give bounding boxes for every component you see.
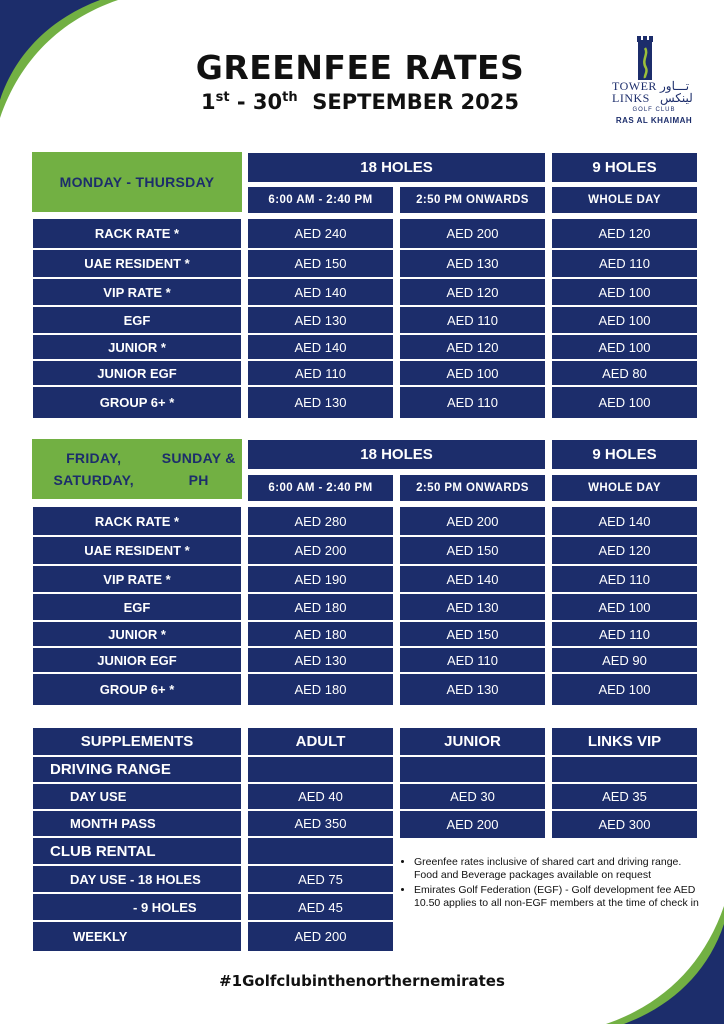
weekday-morning-price: AED 150 — [247, 249, 394, 278]
weekday-afternoon-price: AED 200 — [399, 218, 546, 249]
logo-text-ar: تـــاور لينكس — [660, 79, 693, 105]
weekend-9-holes-price: AED 100 — [551, 673, 698, 706]
weekend-morning-price: AED 190 — [247, 565, 394, 593]
weekday-row-label: EGF — [32, 306, 242, 334]
weekday-9-holes-price: AED 100 — [551, 306, 698, 334]
weekend-day-label: FRIDAY, SATURDAY, SUNDAY & PH — [32, 439, 242, 499]
weekday-9-holes-price: AED 100 — [551, 278, 698, 306]
weekday-slot-afternoon: 2:50 PM ONWARDS — [399, 186, 546, 214]
weekday-afternoon-price: AED 110 — [399, 386, 546, 419]
weekend-slot-whole-day: WHOLE DAY — [551, 474, 698, 502]
note-item: • Emirates Golf Federation (EGF) - Golf development fee AED 10.50 applies to all non-EGF members at the time of check in — [414, 884, 705, 910]
day-use-9-holes-label: - 9 HOLES — [32, 893, 242, 921]
weekend-morning-price: AED 180 — [247, 621, 394, 647]
weekly-label: WEEKLY — [32, 921, 242, 952]
supplements-adult-header: ADULT — [247, 727, 394, 756]
weekday-row-label: JUNIOR * — [32, 334, 242, 360]
weekday-row-label: UAE RESIDENT * — [32, 249, 242, 278]
weekend-morning-price: AED 130 — [247, 647, 394, 673]
weekend-18-holes-header: 18 HOLES — [247, 439, 546, 470]
weekday-9-holes-price: AED 110 — [551, 249, 698, 278]
weekday-18-holes-header: 18 HOLES — [247, 152, 546, 183]
weekend-afternoon-price: AED 150 — [399, 536, 546, 565]
weekday-afternoon-price: AED 110 — [399, 306, 546, 334]
month-pass-vip-price: AED 300 — [551, 810, 698, 839]
weekend-afternoon-price: AED 150 — [399, 621, 546, 647]
weekday-slot-morning: 6:00 AM - 2:40 PM — [247, 186, 394, 214]
day-use-18-holes-label: DAY USE - 18 HOLES — [32, 865, 242, 893]
weekday-9-holes-price: AED 80 — [551, 360, 698, 386]
weekday-morning-price: AED 140 — [247, 278, 394, 306]
weekend-row-label: GROUP 6+ * — [32, 673, 242, 706]
day-use-vip-price: AED 35 — [551, 783, 698, 810]
weekend-morning-price: AED 200 — [247, 536, 394, 565]
logo-text-en: TOWER LINKS — [612, 79, 657, 105]
month-pass-label: MONTH PASS — [32, 810, 242, 837]
weekend-row-label: UAE RESIDENT * — [32, 536, 242, 565]
weekday-morning-price: AED 240 — [247, 218, 394, 249]
driving-range-day-use-label: DAY USE — [32, 783, 242, 810]
weekend-afternoon-price: AED 130 — [399, 673, 546, 706]
weekend-row-label: RACK RATE * — [32, 506, 242, 536]
weekend-afternoon-price: AED 130 — [399, 593, 546, 621]
supplements-vip-header: LINKS VIP — [551, 727, 698, 756]
weekday-morning-price: AED 130 — [247, 386, 394, 419]
weekly-adult-price: AED 200 — [247, 921, 394, 952]
hashtag: #1Golfclubinthenorthernemirates — [219, 972, 505, 990]
date-range: 1st - 30th SEPTEMBER 2025 — [201, 90, 519, 114]
month-pass-adult-price: AED 350 — [247, 810, 394, 837]
club-rental-label: CLUB RENTAL — [32, 837, 242, 865]
note-item: • Greenfee rates inclusive of shared cart and driving range. Food and Beverage packages available on request — [414, 856, 705, 882]
weekday-slot-whole-day: WHOLE DAY — [551, 186, 698, 214]
weekend-9-holes-price: AED 110 — [551, 565, 698, 593]
weekend-morning-price: AED 180 — [247, 673, 394, 706]
weekday-row-label: VIP RATE * — [32, 278, 242, 306]
logo-location: RAS AL KHAIMAH — [615, 116, 693, 125]
weekend-9-holes-price: AED 120 — [551, 536, 698, 565]
logo-golf-club: GOLF CLUB — [632, 107, 676, 113]
weekday-9-holes-price: AED 100 — [551, 386, 698, 419]
weekend-slot-morning: 6:00 AM - 2:40 PM — [247, 474, 394, 502]
weekend-row-label: VIP RATE * — [32, 565, 242, 593]
weekday-afternoon-price: AED 120 — [399, 278, 546, 306]
weekday-afternoon-price: AED 130 — [399, 249, 546, 278]
weekday-morning-price: AED 140 — [247, 334, 394, 360]
weekend-9-holes-price: AED 90 — [551, 647, 698, 673]
club-rental-adult-blank — [247, 837, 394, 865]
bottom-right-swoosh — [594, 894, 724, 1024]
tower-icon — [634, 34, 656, 80]
weekday-day-label: MONDAY - THURSDAY — [32, 152, 242, 212]
weekend-afternoon-price: AED 110 — [399, 647, 546, 673]
top-left-swoosh — [0, 0, 130, 130]
weekend-morning-price: AED 280 — [247, 506, 394, 536]
weekend-row-label: JUNIOR * — [32, 621, 242, 647]
weekend-afternoon-price: AED 200 — [399, 506, 546, 536]
weekend-9-holes-price: AED 140 — [551, 506, 698, 536]
weekend-row-label: EGF — [32, 593, 242, 621]
vip-blank — [551, 756, 698, 783]
page-title: GREENFEE RATES — [195, 48, 525, 87]
day-use-9-holes-adult-price: AED 45 — [247, 893, 394, 921]
adult-blank — [247, 756, 394, 783]
weekday-row-label: GROUP 6+ * — [32, 386, 242, 419]
weekday-morning-price: AED 130 — [247, 306, 394, 334]
weekend-morning-price: AED 180 — [247, 593, 394, 621]
day-use-adult-price: AED 40 — [247, 783, 394, 810]
day-use-junior-price: AED 30 — [399, 783, 546, 810]
weekend-9-holes-header: 9 HOLES — [551, 439, 698, 470]
junior-blank — [399, 756, 546, 783]
weekday-9-holes-header: 9 HOLES — [551, 152, 698, 183]
weekday-9-holes-price: AED 120 — [551, 218, 698, 249]
month-pass-junior-price: AED 200 — [399, 810, 546, 839]
day-use-18-holes-adult-price: AED 75 — [247, 865, 394, 893]
weekday-9-holes-price: AED 100 — [551, 334, 698, 360]
notes-list — [400, 856, 705, 912]
weekend-9-holes-price: AED 110 — [551, 621, 698, 647]
supplements-header: SUPPLEMENTS — [32, 727, 242, 756]
weekend-9-holes-price: AED 100 — [551, 593, 698, 621]
weekday-row-label: JUNIOR EGF — [32, 360, 242, 386]
driving-range-label: DRIVING RANGE — [32, 756, 242, 783]
weekend-row-label: JUNIOR EGF — [32, 647, 242, 673]
weekday-afternoon-price: AED 120 — [399, 334, 546, 360]
weekday-row-label: RACK RATE * — [32, 218, 242, 249]
weekend-afternoon-price: AED 140 — [399, 565, 546, 593]
supplements-junior-header: JUNIOR — [399, 727, 546, 756]
weekend-slot-afternoon: 2:50 PM ONWARDS — [399, 474, 546, 502]
weekday-morning-price: AED 110 — [247, 360, 394, 386]
weekday-afternoon-price: AED 100 — [399, 360, 546, 386]
